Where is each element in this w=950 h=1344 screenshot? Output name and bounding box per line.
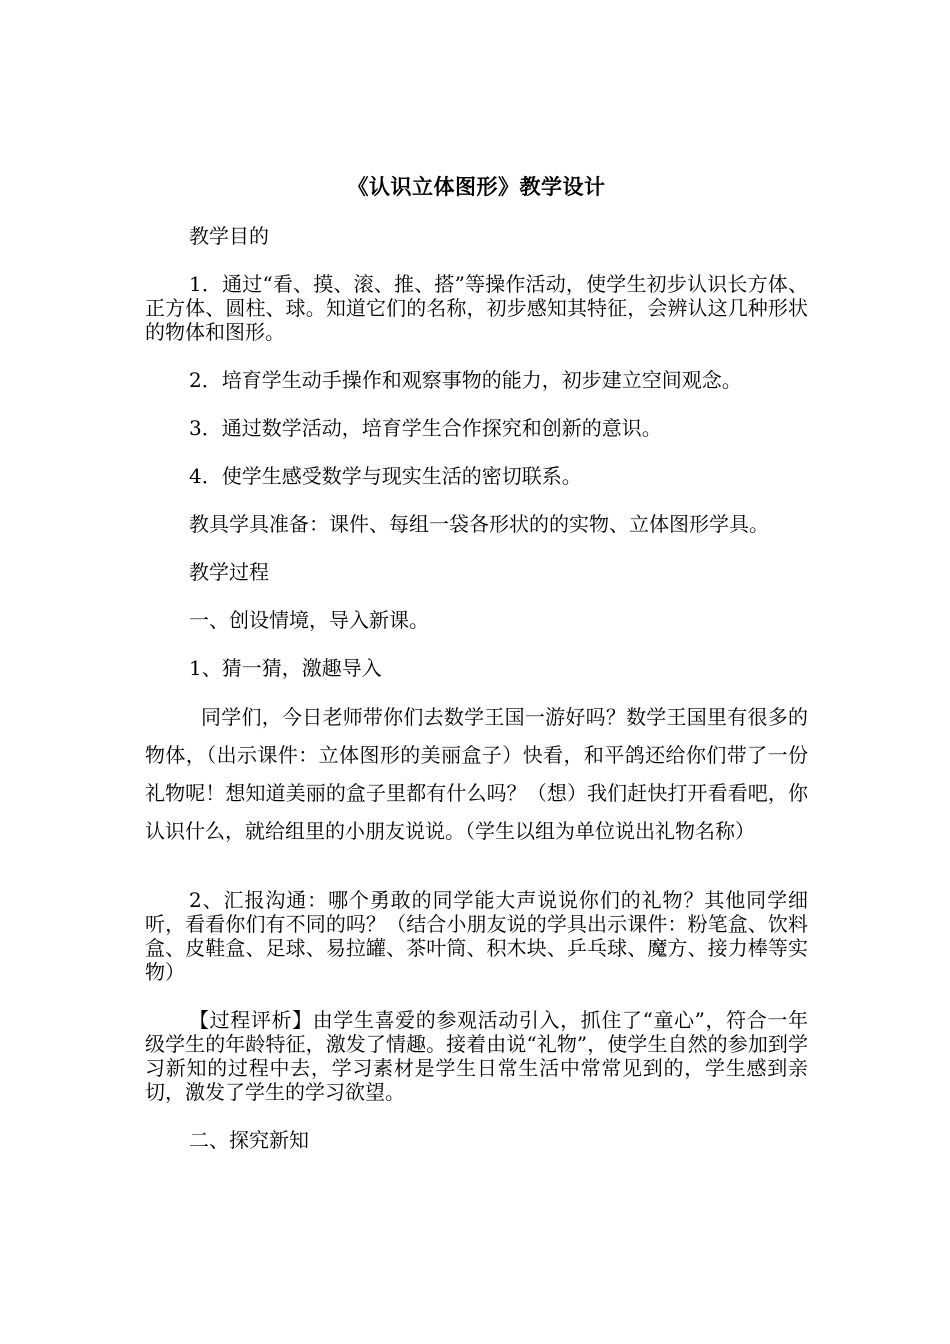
report-paragraph: 2、汇报沟通：哪个勇敢的同学能大声说说你们的礼物？其他同学细听，看看你们有不同的吗？（结合小朋友说的学具出示课件：粉笔盒、饮料盒、皮鞋盒、足球、易拉罐、茶叶筒、积木块、乒乓球、魔方、接力棒等实物） [145, 888, 808, 984]
goal-item-2: 2．培育学生动手操作和观察事物的能力，初步建立空间观念。 [189, 368, 742, 392]
teaching-aids: 教具学具准备：课件、每组一袋各形状的的实物、立体图形学具。 [189, 512, 769, 536]
section-heading-2: 二、探究新知 [189, 1128, 309, 1152]
intro-paragraph: 同学们，今日老师带你们去数学王国一游好吗？数学王国里有很多的物体，（出示课件：立体图形的美丽盒子）快看，和平鸽还给你们带了一份礼物呢！想知道美丽的盒子里都有什么吗？（想）我们赶快打开看看吧，你认识什么，就给组里的小朋友说说。（学生以组为单位说出礼物名称） [145, 705, 808, 843]
goal-item-4: 4．使学生感受数学与现实生活的密切联系。 [189, 464, 582, 488]
document-title: 《认识立体图形》教学设计 [347, 174, 606, 199]
process-review-paragraph: 【过程评析】由学生喜爱的参观活动引入，抓住了“童心”，符合一年级学生的年龄特征，激发了情趣。接着由说“礼物”，使学生自然的参加到学习新知的过程中去，学习素材是学生日常生活中常常见到的，学生感到亲切，激发了学生的学习欲望。 [145, 1008, 808, 1104]
document-body [145, 170, 808, 1152]
subsection-heading-1: 1、猜一猜，激趣导入 [189, 656, 382, 680]
section-heading-1: 一、创设情境，导入新课。 [189, 608, 429, 632]
goal-item-3: 3．通过数学活动，培育学生合作探究和创新的意识。 [189, 416, 662, 440]
goal-item-1: 1．通过“看、摸、滚、推、搭”等操作活动，使学生初步认识长方体、正方体、圆柱、球。知道它们的名称，初步感知其特征，会辨认这几种形状的物体和图形。 [145, 272, 808, 344]
heading-teaching-process: 教学过程 [189, 560, 269, 584]
heading-teaching-goals: 教学目的 [189, 224, 269, 248]
